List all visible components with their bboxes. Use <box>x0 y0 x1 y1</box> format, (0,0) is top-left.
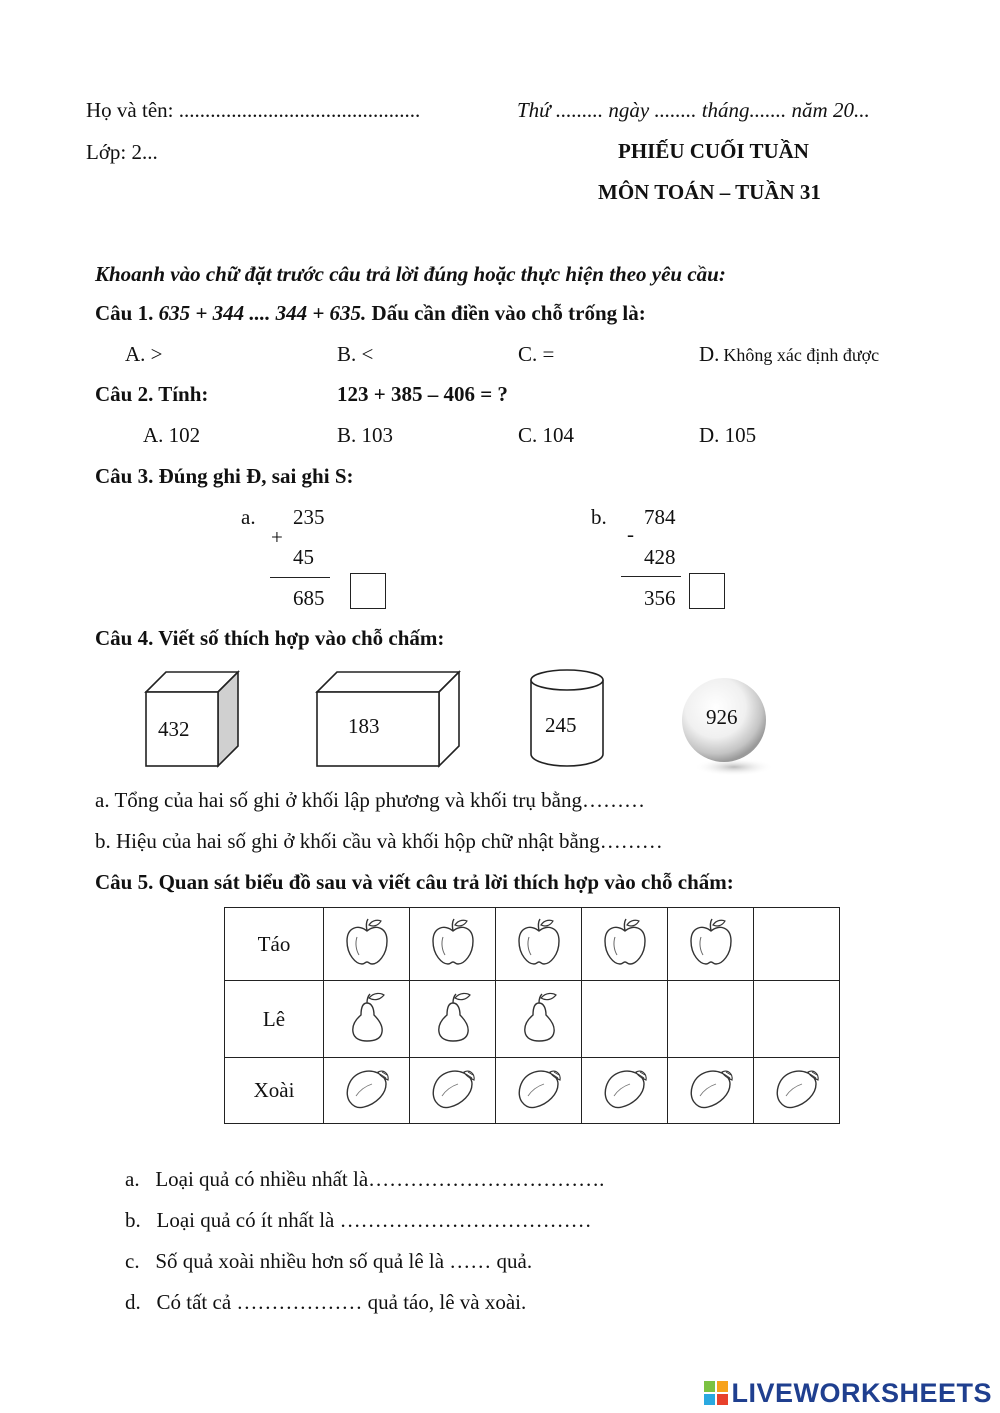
q3b-bottom-number: 428 <box>644 545 676 569</box>
cube-shape <box>140 668 244 770</box>
mango-icon <box>514 1066 564 1110</box>
box-shape <box>311 668 465 770</box>
q5-label: Câu 5. Quan sát biểu đồ sau và viết câu trả lời thích hợp vào chỗ chấm: <box>95 870 734 894</box>
q5-question-b-letter: b. <box>125 1208 141 1232</box>
q1-option-a[interactable]: A. > <box>125 342 163 366</box>
mango-icon <box>772 1066 822 1110</box>
row-label-pear: Lê <box>225 981 324 1058</box>
cube-number: 432 <box>158 717 190 741</box>
q3a-top-number: 235 <box>293 505 325 529</box>
mango-icon <box>686 1066 736 1110</box>
apple-icon <box>344 917 390 967</box>
q1-option-d-text: Không xác định được <box>723 345 880 365</box>
sphere-number: 926 <box>706 705 738 729</box>
pear-icon <box>519 991 559 1043</box>
q1-expression: 635 + 344 .... 344 + 635. <box>158 301 367 325</box>
pear-icon <box>347 991 387 1043</box>
box-number: 183 <box>348 714 380 738</box>
q5-question-a-text: Loại quả có nhiều nhất là……………………………. <box>155 1167 605 1191</box>
q2-option-d[interactable]: D. 105 <box>699 423 757 447</box>
q1-option-c[interactable]: C. = <box>518 342 555 366</box>
pear-icon <box>433 991 473 1043</box>
q3b-operator: - <box>627 522 634 546</box>
q2-expression: 123 + 385 – 406 = ? <box>337 382 508 406</box>
watermark-text: LIVEWORKSHEETS <box>731 1378 992 1408</box>
q3a-rule <box>270 577 330 578</box>
apple-icon <box>688 917 734 967</box>
q5-question-d-text: Có tất cả ……………… quả táo, lê và xoài. <box>156 1290 527 1314</box>
q3b-rule <box>621 576 681 577</box>
q1-label: Câu 1. <box>95 301 154 325</box>
q1-prompt: Dấu cần điền vào chỗ trống là: <box>371 301 646 325</box>
q5-question-b <box>125 1208 592 1233</box>
q2-option-a[interactable]: A. 102 <box>143 423 201 447</box>
table-row-apple <box>225 908 840 981</box>
q2-label: Câu 2. Tính: <box>95 382 209 406</box>
table-row-mango <box>225 1058 840 1124</box>
mango-icon <box>342 1066 392 1110</box>
q5-question-a <box>125 1167 604 1192</box>
liveworksheets-watermark <box>704 1378 992 1409</box>
q1-option-d[interactable] <box>699 342 879 367</box>
q1-option-b[interactable]: B. < <box>337 342 374 366</box>
q5-question-c-text: Số quả xoài nhiều hơn số quả lê là …… quả. <box>155 1249 533 1273</box>
date-line: Thứ ......... ngày ........ tháng....... năm 20... <box>517 98 870 122</box>
name-line: Họ và tên: .............................................. <box>86 98 421 122</box>
mango-icon <box>600 1066 650 1110</box>
q3b-result: 356 <box>644 586 676 610</box>
page-subtitle: MÔN TOÁN – TUẦN 31 <box>598 180 821 204</box>
q2-option-c[interactable]: C. 104 <box>518 423 575 447</box>
q4-part-a: a. Tổng của hai số ghi ở khối lập phương và khối trụ bằng……… <box>95 788 645 812</box>
q3a-label: a. <box>241 505 256 529</box>
row-label-apple: Táo <box>225 908 324 981</box>
q4-label: Câu 4. Viết số thích hợp vào chỗ chấm: <box>95 626 445 650</box>
q5-question-a-letter: a. <box>125 1167 140 1191</box>
q4-part-b: b. Hiệu của hai số ghi ở khối cầu và khối hộp chữ nhật bằng……… <box>95 829 663 853</box>
q3b-top-number: 784 <box>644 505 676 529</box>
instruction: Khoanh vào chữ đặt trước câu trả lời đúng hoặc thực hiện theo yêu cầu: <box>95 262 726 286</box>
apple-icon <box>516 917 562 967</box>
q2-option-b[interactable]: B. 103 <box>337 423 394 447</box>
q1-option-d-letter: D. <box>699 342 720 366</box>
q5-question-d <box>125 1290 526 1315</box>
apple-icon <box>430 917 476 967</box>
q1-question <box>95 301 646 326</box>
fruit-table <box>224 907 840 1124</box>
mango-icon <box>428 1066 478 1110</box>
apple-icon <box>602 917 648 967</box>
q5-question-c-letter: c. <box>125 1249 140 1273</box>
q3a-result: 685 <box>293 586 325 610</box>
table-row-pear <box>225 981 840 1058</box>
q5-question-c <box>125 1249 532 1274</box>
liveworksheets-logo-icon <box>704 1381 728 1405</box>
q3a-bottom-number: 45 <box>293 545 314 569</box>
page-title: PHIẾU CUỐI TUẦN <box>618 139 809 163</box>
class-line: Lớp: 2... <box>86 140 158 164</box>
q5-question-d-letter: d. <box>125 1290 141 1314</box>
cylinder-number: 245 <box>545 713 577 737</box>
q3-label: Câu 3. Đúng ghi Đ, sai ghi S: <box>95 464 354 488</box>
q3a-answer-box[interactable] <box>350 573 386 609</box>
q3a-operator: + <box>271 525 283 549</box>
q3b-answer-box[interactable] <box>689 573 725 609</box>
q3b-label: b. <box>591 505 607 529</box>
row-label-mango: Xoài <box>225 1058 324 1124</box>
q5-question-b-text: Loại quả có ít nhất là ……………………………… <box>156 1208 592 1232</box>
